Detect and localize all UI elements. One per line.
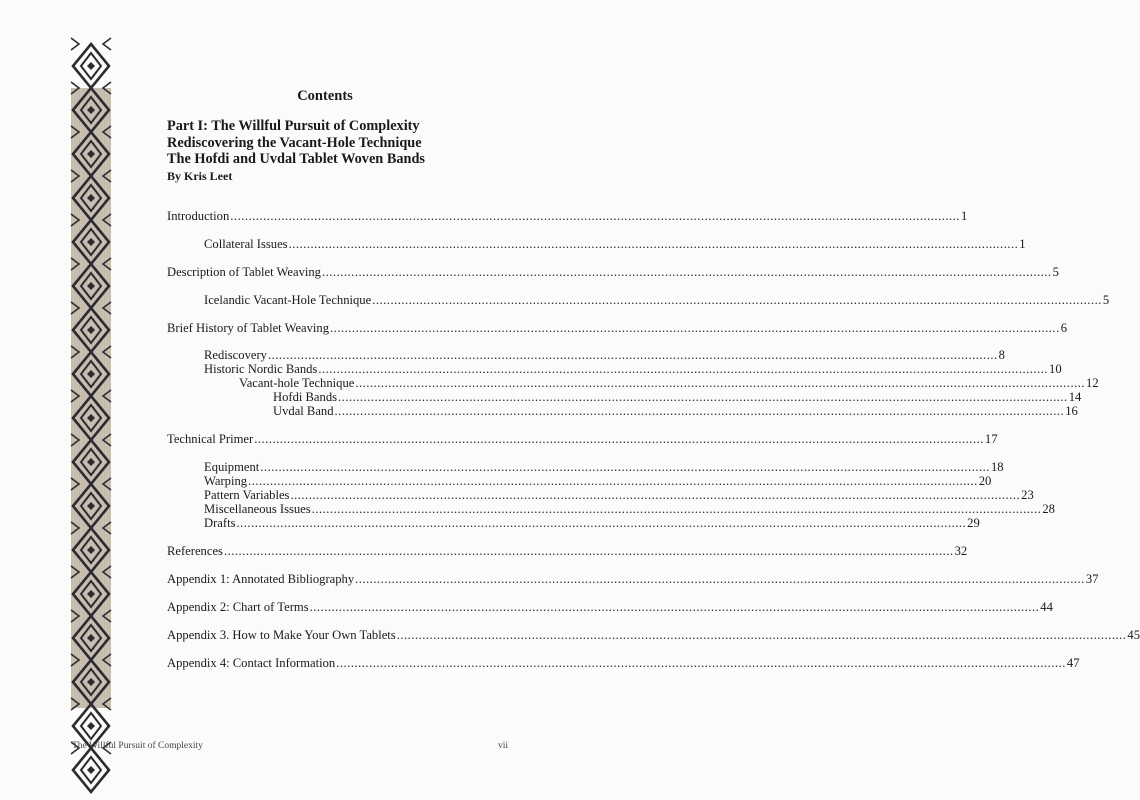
part-title: Part I: The Willful Pursuit of Complexity	[167, 118, 420, 134]
toc-entry	[204, 460, 1004, 474]
toc-leader-dots: ........................................................................................................................................................................................................	[260, 460, 990, 474]
toc-entry-label: Appendix 3. How to Make Your Own Tablets	[167, 628, 396, 642]
toc-leader-dots: ........................................................................................................................................................................................................	[267, 348, 998, 362]
toc-entry	[167, 265, 1059, 279]
subtitle-2: The Hofdi and Uvdal Tablet Woven Bands	[167, 151, 425, 167]
toc-entry-page: 12	[1086, 376, 1099, 390]
toc-entry	[204, 516, 980, 530]
toc-entry	[273, 404, 1078, 418]
toc-entry-label: References	[167, 544, 223, 558]
toc-entry-page: 29	[967, 516, 980, 530]
toc-entry-page: 16	[1065, 404, 1078, 418]
toc-entry	[204, 488, 1034, 502]
toc-entry-page: 17	[984, 432, 998, 446]
toc-entry-label: Uvdal Band	[273, 404, 334, 418]
toc-leader-dots: ........................................................................................................................................................................................................	[223, 544, 954, 558]
toc-entry	[204, 502, 1055, 516]
toc-leader-dots: ........................................................................................................................................................................................................	[396, 628, 1127, 642]
toc-entry	[204, 293, 1110, 307]
toc-leader-dots: ........................................................................................................................................................................................................	[248, 474, 978, 488]
toc-entry	[167, 600, 1053, 614]
toc-entry-page: 23	[1021, 488, 1034, 502]
toc-leader-dots: ........................................................................................................................................................................................................	[334, 404, 1065, 418]
toc-entry-label: Hofdi Bands	[273, 390, 338, 404]
toc-entry	[167, 321, 1068, 335]
toc-entry-page: 5	[1052, 265, 1059, 279]
toc-entry-label: Drafts	[204, 516, 236, 530]
toc-leader-dots: ........................................................................................................................................................................................................	[311, 502, 1042, 516]
toc-entry-page: 10	[1049, 362, 1062, 376]
toc-leader-dots: ........................................................................................................................................................................................................	[336, 656, 1066, 670]
toc-entry-page: 18	[990, 460, 1004, 474]
toc-entry	[167, 544, 968, 558]
toc-entry-page: 1	[960, 209, 968, 223]
woven-band-pattern	[71, 88, 111, 708]
toc-entry-page: 1	[1019, 237, 1026, 251]
toc-entry-label: Collateral Issues	[204, 237, 288, 251]
toc-leader-dots: ........................................................................................................................................................................................................	[355, 376, 1086, 390]
toc-entry-page: 47	[1066, 656, 1080, 670]
toc-entry-page: 20	[978, 474, 992, 488]
toc-entry	[167, 209, 968, 223]
toc-leader-dots: ........................................................................................................................................................................................................	[321, 265, 1052, 279]
toc-entry-page: 28	[1042, 502, 1055, 516]
toc-leader-dots: ........................................................................................................................................................................................................	[290, 488, 1021, 502]
toc-entry-label: Rediscovery	[204, 348, 267, 362]
toc-entry-label: Vacant-hole Technique	[239, 376, 355, 390]
toc-entry-label: Warping	[204, 474, 248, 488]
toc-entry	[167, 572, 1099, 586]
toc-entry-page: 45	[1127, 628, 1140, 642]
toc-header	[167, 118, 497, 184]
toc-leader-dots: ........................................................................................................................................................................................................	[230, 209, 960, 223]
woven-band-image	[71, 88, 111, 708]
toc-entry-label: Brief History of Tablet Weaving	[167, 321, 330, 335]
toc-entry-label: Historic Nordic Bands	[204, 362, 318, 376]
toc-leader-dots: ........................................................................................................................................................................................................	[288, 237, 1019, 251]
toc-entry	[167, 432, 998, 446]
toc-entry-page: 6	[1060, 321, 1068, 335]
author-line: By Kris Leet	[167, 168, 233, 183]
toc-entry-page: 44	[1040, 600, 1053, 614]
toc-entry-label: Appendix 2: Chart of Terms	[167, 600, 309, 614]
toc-entry-label: Description of Tablet Weaving	[167, 265, 321, 279]
toc-entry-page: 37	[1085, 572, 1099, 586]
toc-entry-label: Miscellaneous Issues	[204, 502, 311, 516]
toc-entry	[239, 376, 1099, 390]
toc-leader-dots: ........................................................................................................................................................................................................	[355, 572, 1085, 586]
toc-entry-label: Pattern Variables	[204, 488, 290, 502]
toc-entry-page: 8	[998, 348, 1005, 362]
toc-leader-dots: ........................................................................................................................................................................................................	[236, 516, 967, 530]
toc-entry-label: Introduction	[167, 209, 230, 223]
toc-entry-label: Icelandic Vacant-Hole Technique	[204, 293, 372, 307]
toc-entry	[167, 656, 1080, 670]
toc-leader-dots: ........................................................................................................................................................................................................	[309, 600, 1040, 614]
toc-entry	[204, 362, 1062, 376]
footer-page-number: vii	[497, 741, 508, 751]
toc-entry	[204, 474, 992, 488]
toc-leader-dots: ........................................................................................................................................................................................................	[254, 432, 984, 446]
toc-entry-label: Appendix 4: Contact Information	[167, 656, 336, 670]
toc-entry	[273, 390, 1082, 404]
toc-entry-page: 5	[1102, 293, 1110, 307]
toc-leader-dots: ........................................................................................................................................................................................................	[372, 293, 1102, 307]
toc-leader-dots: ........................................................................................................................................................................................................	[330, 321, 1060, 335]
toc-entry-label: Equipment	[204, 460, 260, 474]
toc-leader-dots: ........................................................................................................................................................................................................	[338, 390, 1068, 404]
toc-entry-label: Appendix 1: Annotated Bibliography	[167, 572, 355, 586]
toc-entry-label: Technical Primer	[167, 432, 254, 446]
footer-title: The Willful Pursuit of Complexity	[72, 741, 203, 751]
toc-leader-dots: ........................................................................................................................................................................................................	[318, 362, 1049, 376]
toc-entry	[204, 237, 1026, 251]
toc-entry-page: 14	[1068, 390, 1082, 404]
toc-entry	[204, 348, 1005, 362]
toc-entry	[167, 628, 1140, 642]
subtitle-1: Rediscovering the Vacant-Hole Technique	[167, 134, 422, 151]
toc-entry-page: 32	[954, 544, 968, 558]
contents-heading: Contents	[297, 88, 353, 104]
